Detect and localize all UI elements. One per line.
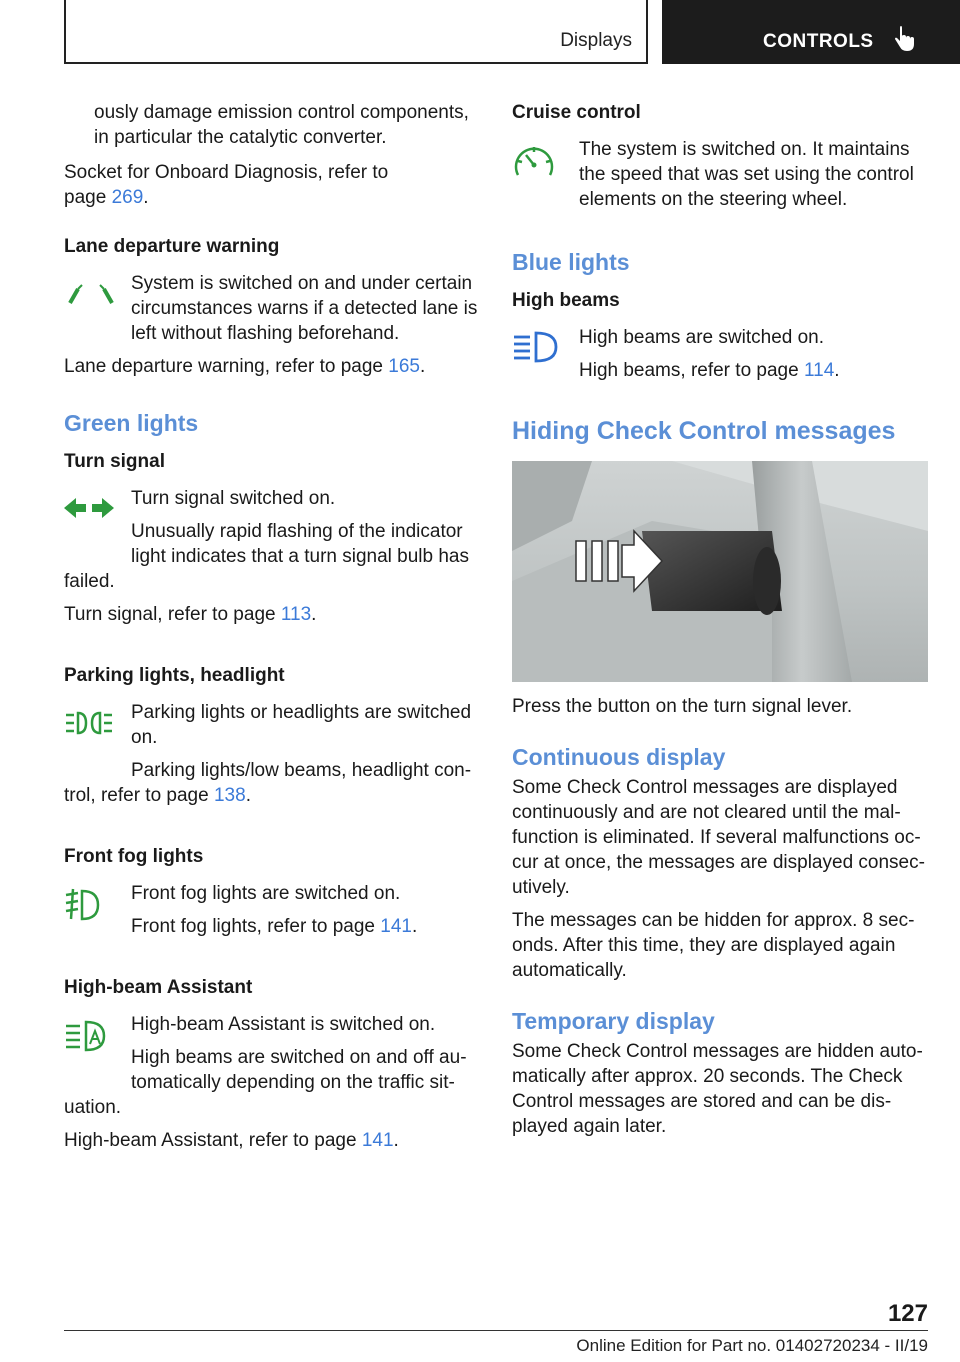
obd-page-link[interactable]: 269	[111, 187, 144, 208]
high-beam-assistant-item	[64, 1012, 482, 1120]
continued-text-1: ously damage emission control components,	[94, 102, 469, 123]
continuous-display-text-7: onds. After this time, they are displayed again	[512, 935, 896, 956]
edition-info: Online Edition for Part no. 01402720234 - II/19	[576, 1336, 928, 1355]
footer-divider	[64, 1330, 928, 1331]
turn-signal-desc-3: light indicates that a turn signal bulb has	[131, 546, 469, 567]
lane-departure-item	[64, 271, 482, 346]
temporary-display-text-2: matically after approx. 20 seconds. The Check	[512, 1066, 903, 1087]
lane-departure-title: Lane departure warning	[64, 236, 280, 257]
fog-page-link[interactable]: 141	[380, 916, 412, 937]
cruise-control-desc-3: elements on the steering wheel.	[579, 189, 848, 210]
header-chapter-label: CONTROLS	[763, 31, 874, 52]
turn-signal-lever-illustration	[512, 461, 928, 682]
continuous-display-text-2: continuously and are not cleared until the mal-	[512, 802, 901, 823]
high-beams-ref: High beams, refer to page 114.	[579, 360, 840, 381]
turn-signal-desc-1: Turn signal switched on.	[131, 488, 336, 509]
turn-signal-ref: Turn signal, refer to page 113.	[64, 604, 317, 625]
cruise-control-desc-2: the speed that was set using the control	[579, 164, 914, 185]
turn-signal-desc-2: Unusually rapid flashing of the indicator	[131, 521, 463, 542]
header-section-tab	[64, 0, 648, 64]
high-beams-title: High beams	[512, 290, 620, 311]
speedometer-icon	[512, 143, 556, 183]
front-fog-lights-item	[64, 881, 482, 939]
lane-departure-ref: Lane departure warning, refer to page 165.	[64, 356, 426, 377]
cruise-control-desc-1: The system is switched on. It maintains	[579, 139, 910, 160]
turn-signal-desc-4: failed.	[64, 571, 115, 592]
parking-lights-item	[64, 700, 482, 783]
high-beams-page-link[interactable]: 114	[803, 360, 835, 381]
parking-lights-ref: trol, refer to page 138.	[64, 785, 251, 806]
parking-lights-title: Parking lights, headlight	[64, 665, 285, 686]
obd-text-1: Socket for Onboard Diagnosis, refer to	[64, 162, 389, 183]
front-fog-lights-ref: Front fog lights, refer to page 141.	[131, 916, 418, 937]
parking-lights-desc-1: Parking lights or headlights are switched	[131, 702, 472, 723]
front-fog-lights-title: Front fog lights	[64, 846, 204, 867]
high-beam-assistant-ref: High-beam Assistant, refer to page 141.	[64, 1130, 399, 1151]
right-column	[512, 100, 928, 1139]
parking-lights-icon	[64, 710, 114, 736]
continuous-display-text-3: function is eliminated. If several malfunctions oc-	[512, 827, 921, 848]
front-fog-lights-desc: Front fog lights are switched on.	[131, 883, 401, 904]
high-beams-desc: High beams are switched on.	[579, 327, 825, 348]
hiding-check-control-heading: Hiding Check Control messages	[512, 417, 896, 445]
lane-departure-desc-2: circumstances warns if a detected lane is	[131, 298, 478, 319]
high-beam-icon	[512, 329, 560, 369]
press-button-text: Press the button on the turn signal lever.	[512, 696, 853, 717]
turn-page-link[interactable]: 113	[280, 604, 312, 625]
parking-page-link[interactable]: 138	[213, 785, 246, 806]
high-beam-assistant-icon	[64, 1018, 114, 1058]
hba-page-link[interactable]: 141	[361, 1130, 394, 1151]
high-beam-assistant-desc-1: High-beam Assistant is switched on.	[131, 1014, 436, 1035]
continuous-display-heading: Continuous display	[512, 744, 726, 770]
header-chapter-tab	[662, 0, 960, 64]
parking-lights-desc-2: on.	[131, 727, 158, 748]
obd-text-2: page 269.	[64, 187, 149, 208]
turn-signal-arrows-icon	[64, 496, 114, 520]
high-beam-assistant-desc-3: tomatically depending on the traffic sit-	[131, 1072, 455, 1093]
high-beam-assistant-desc-2: High beams are switched on and off au-	[131, 1047, 467, 1068]
header-section-label: Displays	[560, 30, 632, 51]
continuous-display-text-1: Some Check Control messages are displayed	[512, 777, 898, 798]
pointing-hand-icon	[894, 26, 916, 54]
continuous-display-text-5: utively.	[512, 877, 570, 898]
high-beam-assistant-title: High-beam Assistant	[64, 977, 253, 998]
parking-lights-desc-3: Parking lights/low beams, headlight con-	[131, 760, 472, 781]
temporary-display-text-3: Control messages are stored and can be dis-	[512, 1091, 892, 1112]
continuous-display-text-4: cur at once, the messages are displayed consec-	[512, 852, 925, 873]
temporary-display-heading: Temporary display	[512, 1008, 715, 1034]
continuous-display-text-6: The messages can be hidden for approx. 8 sec-	[512, 910, 915, 931]
temporary-display-text-4: played again later.	[512, 1116, 667, 1137]
front-fog-light-icon	[64, 885, 104, 925]
green-lights-heading: Green lights	[64, 410, 199, 436]
continued-text-2: in particular the catalytic converter.	[94, 127, 387, 148]
lane-departure-desc-3: left without flashing beforehand.	[131, 323, 400, 344]
turn-signal-item	[64, 486, 482, 594]
blue-lights-heading: Blue lights	[512, 249, 630, 275]
lane-departure-icon	[64, 281, 118, 307]
lane-page-link[interactable]: 165	[388, 356, 420, 377]
high-beams-item	[512, 325, 928, 383]
page-number: 127	[887, 1300, 928, 1327]
lane-departure-desc-1: System is switched on and under certain	[131, 273, 473, 294]
temporary-display-text-1: Some Check Control messages are hidden auto-	[512, 1041, 923, 1062]
left-column	[64, 100, 482, 1153]
high-beam-assistant-desc-4: uation.	[64, 1097, 122, 1118]
cruise-control-item	[512, 137, 928, 212]
turn-signal-lever-photo	[512, 461, 928, 682]
continuous-display-text-8: automatically.	[512, 960, 627, 981]
turn-signal-title: Turn signal	[64, 451, 165, 472]
cruise-control-title: Cruise control	[512, 102, 641, 123]
